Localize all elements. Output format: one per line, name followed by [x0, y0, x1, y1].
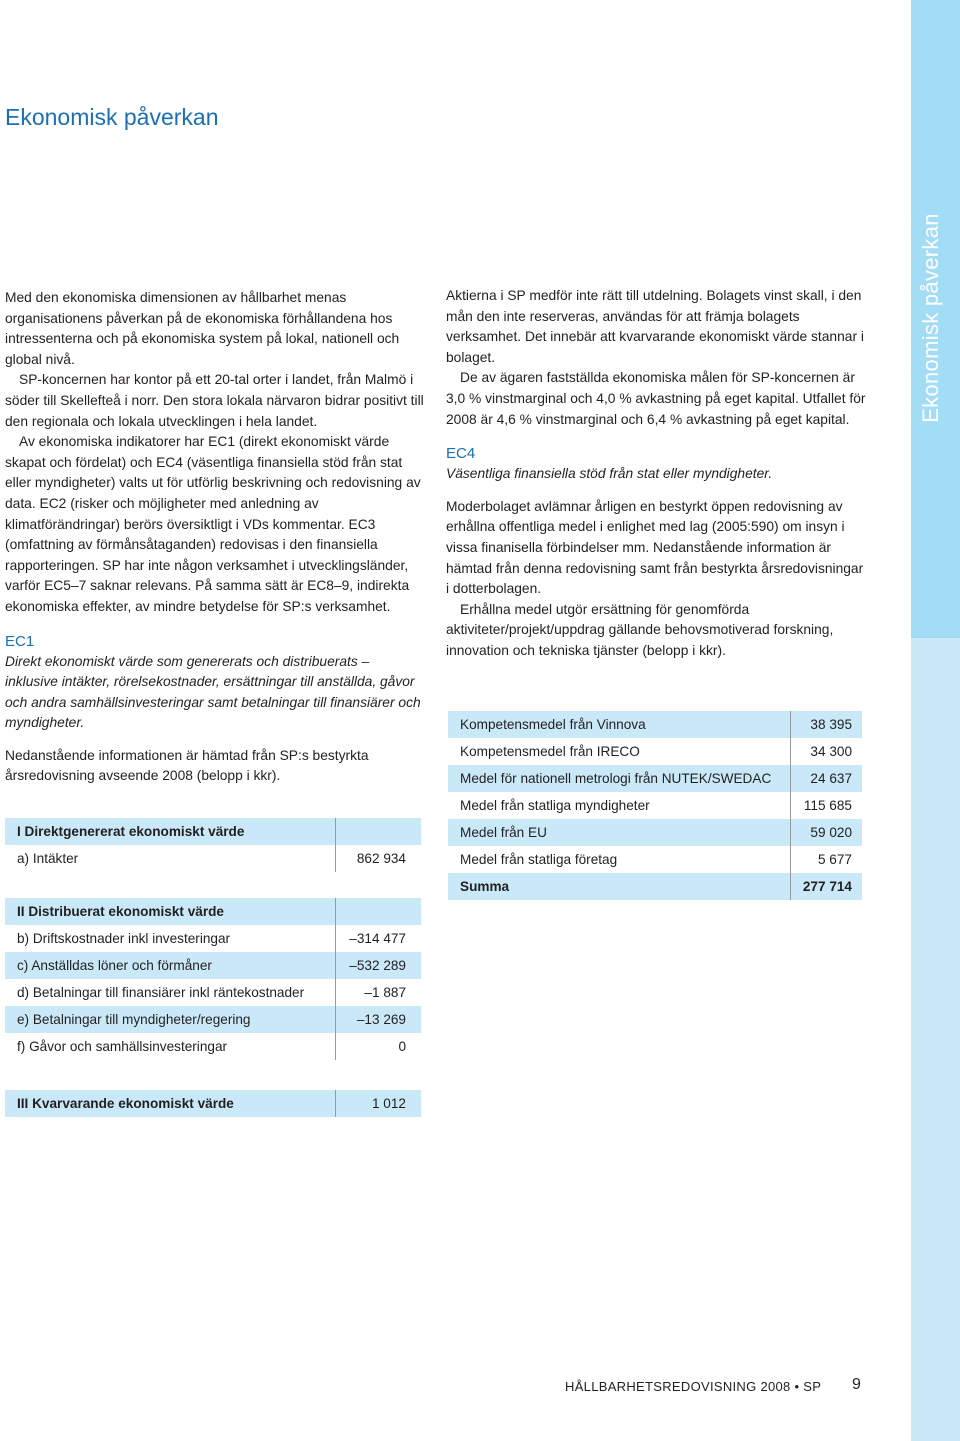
row-value: 34 300 [790, 738, 862, 765]
ec4-description: Väsentliga finansiella stöd från stat eller myndigheter. [446, 466, 773, 482]
table-row [5, 979, 421, 1006]
row-label: Medel från EU [448, 819, 790, 846]
table-row [5, 845, 421, 872]
source-note: Nedanstående informationen är hämtad från SP:s bestyrkta årsredovisning avseende 2008 (belopp i kkr). [5, 747, 369, 784]
row-value: 24 637 [790, 765, 862, 792]
distributed-value-table [5, 898, 421, 1060]
right-column [446, 286, 866, 662]
row-label: Kompetensmedel från IRECO [460, 744, 640, 759]
row-value: 115 685 [790, 792, 862, 819]
row-value: 0 [335, 1033, 421, 1060]
row-value: –13 269 [335, 1006, 421, 1033]
direct-value-table [5, 818, 421, 872]
table-row [5, 925, 421, 952]
table-header: II Distribuerat ekonomiskt värde [5, 898, 335, 925]
row-label: e) Betalningar till myndigheter/regering [5, 1006, 335, 1033]
row-label: d) Betalningar till finansiärer inkl räntekostnader [17, 985, 305, 1000]
left-column [5, 288, 425, 787]
table-row [5, 1006, 421, 1033]
retained-value-table [5, 1090, 421, 1117]
row-label: a) Intäkter [17, 851, 79, 866]
table-row [448, 792, 862, 819]
funding-paragraph: Erhållna medel utgör ersättning för genomförda aktiviteter/projekt/uppdrag gällande behovsmotiverad forskning, innovation och tekniska tjänster (belopp i kkr). [446, 601, 834, 658]
table-row [448, 846, 862, 873]
row-label: Kompetensmedel från Vinnova [448, 711, 790, 738]
table-total-row [448, 873, 862, 900]
row-value: –1 887 [335, 979, 421, 1006]
intro-paragraph: Med den ekonomiska dimensionen av hållbarhet menas organisationens påverkan på de ekonomiska förhållandena hos intressenterna och på ekonomiska system på lokal, nationell och global nivå. [5, 290, 400, 367]
table-row [5, 1033, 421, 1060]
row-value: 5 677 [790, 846, 862, 873]
targets-paragraph: De av ägaren fastställda ekonomiska målen för SP-koncernen är 3,0 % vinstmarginal och 4,0 % avkastning på eget kapital. Utfallet för 2008 är 4,6 % vinstmarginal och 6,4 % avkastning på eget kapital. [446, 370, 866, 427]
total-label: Summa [448, 873, 790, 900]
table-row [448, 765, 862, 792]
row-label: Medel från statliga företag [460, 852, 618, 867]
row-label: c) Anställdas löner och förmåner [5, 952, 335, 979]
disclosure-paragraph: Moderbolaget avlämnar årligen en bestyrkt öppen redovisning av erhållna offentliga medel i enlighet med lag (2005:590) om insyn i vissa finanisella förbindelser mm. Nedanstående information är hämtad från denna redovisning samt från bestyrkta årsredovisningar i dotterbolagen. [446, 498, 864, 597]
row-value: 38 395 [790, 711, 862, 738]
row-value: –532 289 [335, 952, 421, 979]
row-label: III Kvarvarande ekonomiskt värde [5, 1090, 335, 1117]
table-row [448, 738, 862, 765]
footer-text: HÅLLBARHETSREDOVISNING 2008 • SP [565, 1379, 822, 1394]
row-label: b) Driftskostnader inkl investeringar [17, 931, 231, 946]
table-header-row [5, 818, 421, 845]
page-title: Ekonomisk påverkan [5, 104, 219, 130]
row-value: 59 020 [790, 819, 862, 846]
row-label: Medel för nationell metrologi från NUTEK/SWEDAC [448, 765, 790, 792]
row-value: 1 012 [335, 1090, 421, 1117]
table-row [5, 1090, 421, 1117]
table-header-row [5, 898, 421, 925]
dividend-paragraph: Aktierna i SP medför inte rätt till utdelning. Bolagets vinst skall, i den mån den inte reserveras, användas för att främja bolagets verksamhet. Det innebär att kvarvarande ekonomiskt värde stannar i bolaget. [446, 288, 864, 365]
offices-paragraph: SP-koncernen har kontor på ett 20-tal orter i landet, från Malmö i söder till Skellefteå i norr. Den stora lokala närvaron bidrar positivt till den regionala och lokala utvecklingen i hela landet. [5, 372, 424, 429]
table-row [448, 711, 862, 738]
table-row [448, 819, 862, 846]
table-header: I Direktgenererat ekonomiskt värde [5, 818, 335, 845]
public-funding-table [448, 711, 862, 900]
row-value: –314 477 [335, 925, 421, 952]
table-row [5, 952, 421, 979]
total-value: 277 714 [790, 873, 862, 900]
page-number: 9 [852, 1376, 861, 1393]
ec4-heading: EC4 [446, 445, 476, 463]
row-label: f) Gåvor och samhällsinvesteringar [17, 1039, 228, 1054]
indicators-paragraph: Av ekonomiska indikatorer har EC1 (direkt ekonomiskt värde skapat och fördelat) och EC4 (väsentliga finansiella stöd från stat eller myndigheter) valts ut för utförlig beskrivning och redovisning av data. EC2 (risker och möjligheter med anledning av klimatförändringar) berörs översiktligt i VDs kommentar. EC3 (omfattning av förmånsåtaganden) redovisas i den finansiella rapporteringen. SP har inte någon verksamhet i utvecklingsländer, varför EC5–7 saknar relevans. På samma sätt är EC8–9, indirekta ekonomiska effekter, av mindre betydelse för SP:s verksamhet. [5, 434, 421, 614]
row-value: 862 934 [335, 845, 421, 872]
row-label: Medel från statliga myndigheter [460, 798, 650, 813]
ec1-description: Direkt ekonomiskt värde som genererats och distribuerats – inklusive intäkter, rörelsekostnader, ersättningar till anställda, gåvor och andra samhällsinvesteringar samt betalningar till finansiärer och myndigheter. [5, 653, 421, 731]
ec1-heading: EC1 [5, 632, 35, 650]
side-section-label: Ekonomisk påverkan [918, 213, 943, 423]
